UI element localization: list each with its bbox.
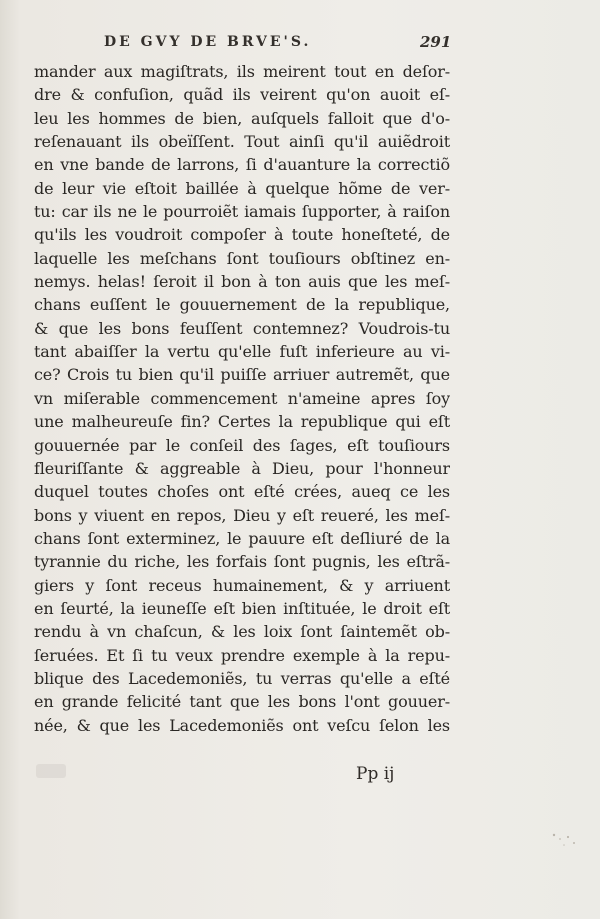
page-number: 291	[420, 33, 452, 51]
text-line: ce? Crois tu bien qu'il puiſſe arriuer autremẽt, que	[34, 365, 450, 385]
body-text	[34, 60, 450, 737]
text-line: rendu à vn chaſcun, & les loix ſont ſaintemẽt ob-	[34, 622, 450, 642]
text-line: blique des Lacedemoniẽs, tu verras qu'elle a eſté	[34, 668, 450, 688]
text-line: fleuriſſante & aggreable à Dieu, pour l'honneur	[34, 458, 450, 478]
text-line: tu: car ils ne le pourroiẽt iamais ſupporter, à raiſon	[34, 202, 450, 222]
text-line: mander aux magiſtrats, ils meirent tout en deſor-	[34, 62, 450, 81]
text-line: chans euſſent le gouuernement de la republique,	[34, 295, 450, 315]
text-line: duquel toutes choſes ont eſté crées, aueq ce les	[34, 482, 450, 502]
text-line: giers y ſont receus humainement, & y arriuent	[34, 575, 450, 595]
running-head: DE GVY DE BRVE'S.	[104, 34, 312, 50]
paper-speck	[546, 829, 586, 859]
text-line: en grande felicité tant que les bons l'ont gouuer-	[34, 692, 450, 712]
text-line: chans ſont exterminez, le pauure eſt deſliuré de la	[34, 528, 450, 548]
text-line: une malheureuſe fin? Certes la republique qui eſt	[34, 412, 450, 432]
text-line: & que les bons feuſſent contemnez? Voudrois-tu	[34, 318, 450, 338]
text-line: tyrannie du riche, les forfais ſont pugnis, les eſtrã-	[34, 552, 450, 572]
text-line: gouuernée par le conſeil des ſages, eſt touſiours	[34, 435, 450, 455]
text-line: leu les hommes de bien, auſquels falloit que d'o-	[34, 108, 450, 128]
text-line: reſenauant ils obeïſſent. Tout ainſi qu'il auiẽdroit	[34, 132, 450, 152]
show-through-smudge	[36, 764, 66, 778]
text-line: en ſeurté, la ieuneſſe eſt bien inſtituée, le droit eſt	[34, 598, 450, 618]
text-line: née, & que les Lacedemoniẽs ont veſcu ſelon les	[34, 715, 450, 735]
text-line: bons y viuent en repos, Dieu y eſt reueré, les meſ-	[34, 505, 450, 525]
text-line: laquelle les meſchans ſont touſiours obſtinez en-	[34, 248, 450, 268]
text-line: en vne bande de larrons, ſi d'auanture la correctiõ	[34, 155, 450, 175]
signature-mark: Pp ij	[356, 764, 395, 784]
text-line: tant abaiſſer la vertu qu'elle fuſt inferieure au vi-	[34, 342, 450, 362]
text-line: de leur vie eſtoit baillée à quelque hõme de ver-	[34, 178, 450, 198]
text-line: vn miſerable commencement n'ameine apres ſoy	[34, 388, 450, 408]
text-line: nemys. helas! ſeroit il bon à ton auis que les meſ-	[34, 272, 450, 292]
text-line: ſeruées. Et ſi tu veux prendre exemple à la repu-	[34, 645, 450, 665]
text-line: qu'ils les voudroit compoſer à toute honeſteté, de	[34, 225, 450, 245]
text-line: dre & confuſion, quãd ils veirent qu'on auoit eſ-	[34, 85, 450, 105]
